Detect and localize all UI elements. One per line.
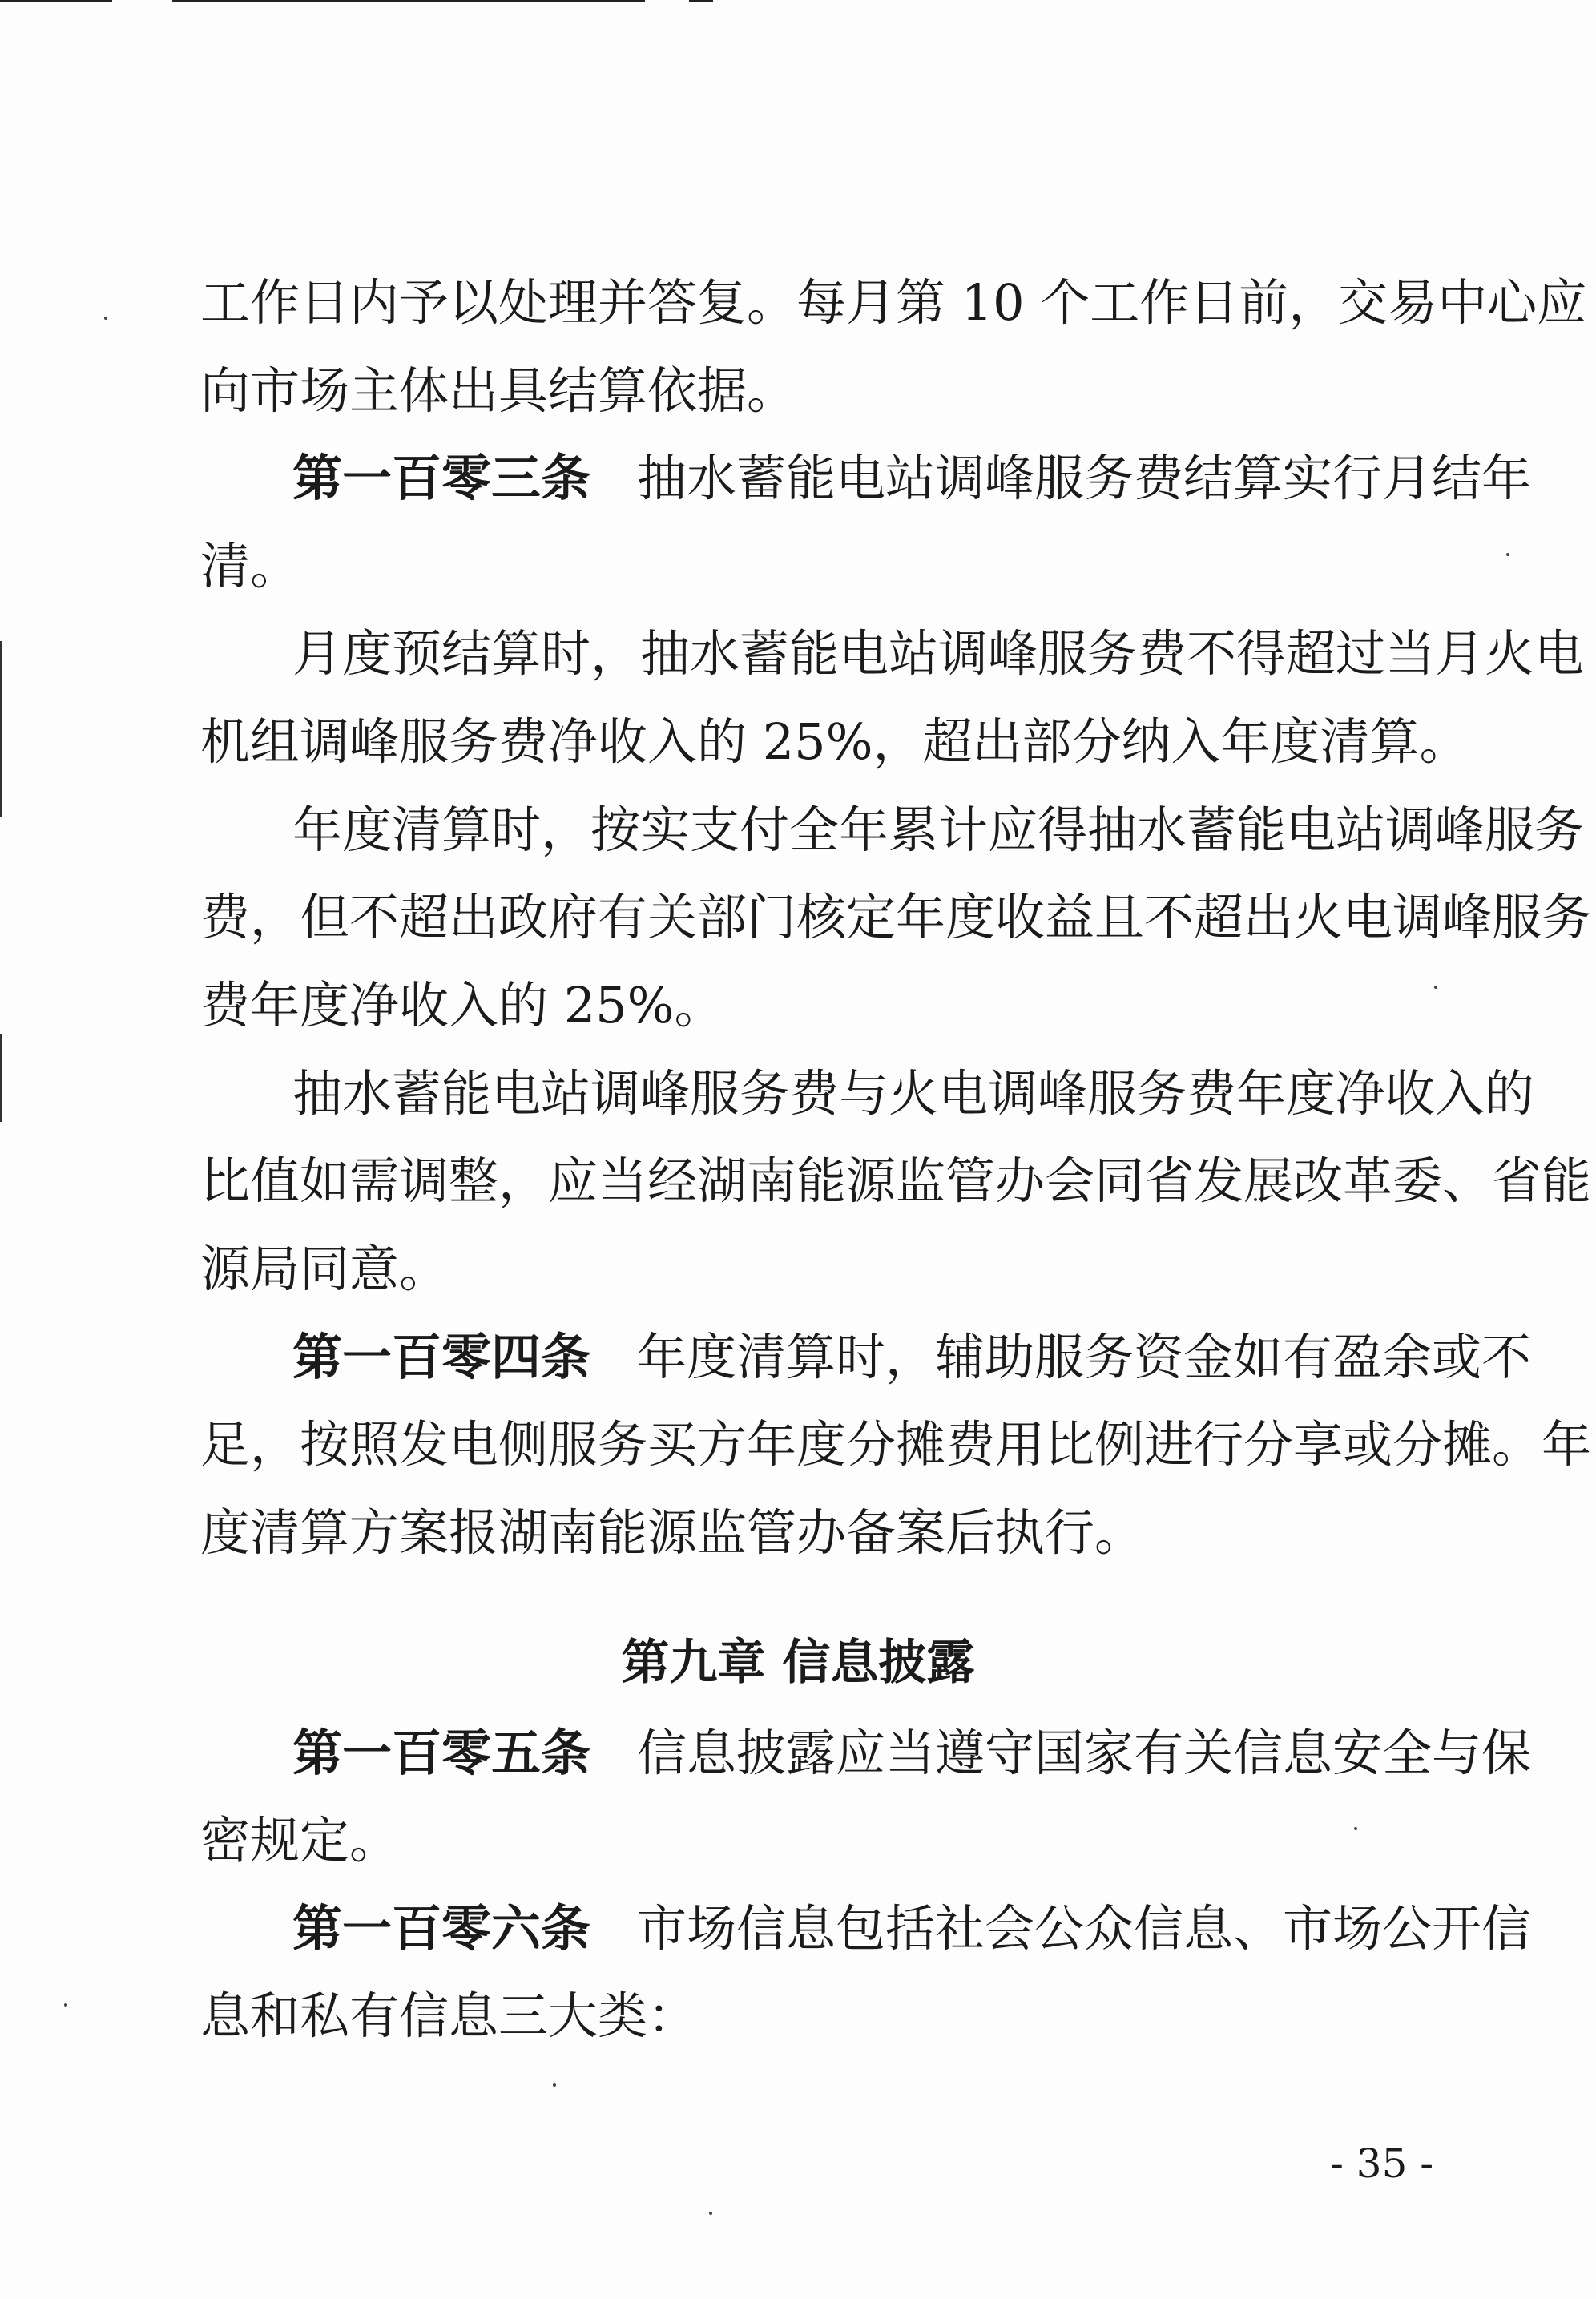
body-text-line: 向市场主体出具结算依据。 bbox=[200, 361, 797, 420]
scan-speck bbox=[104, 317, 107, 320]
article-number: 第一百零五条 bbox=[292, 1724, 591, 1782]
article-text: 信息披露应当遵守国家有关信息安全与保 bbox=[637, 1724, 1532, 1782]
chapter-title: 第九章 信息披露 bbox=[621, 1635, 975, 1691]
body-text-line: 机组调峰服务费净收入的 25%，超出部分纳入年度清算。 bbox=[200, 712, 1469, 771]
scan-speck bbox=[709, 2212, 712, 2215]
scan-margin-mark bbox=[0, 641, 2, 817]
scan-edge-mark bbox=[0, 0, 112, 2]
body-text-line: 费年度净收入的 25%。 bbox=[200, 976, 724, 1035]
body-text-line: 比值如需调整，应当经湖南能源监管办会同省发展改革委、省能 bbox=[200, 1152, 1592, 1210]
article-number: 第一百零六条 bbox=[292, 1899, 591, 1958]
body-text-line: 年度清算时，按实支付全年累计应得抽水蓄能电站调峰服务 bbox=[292, 801, 1585, 859]
article-line bbox=[292, 1721, 1532, 1785]
scan-speck bbox=[553, 2083, 556, 2087]
article-number: 第一百零四条 bbox=[292, 1328, 591, 1386]
body-text-line: 抽水蓄能电站调峰服务费与火电调峰服务费年度净收入的 bbox=[292, 1064, 1535, 1123]
article-line bbox=[292, 1897, 1532, 1961]
body-text-line: 度清算方案报湖南能源监管办备案后执行。 bbox=[200, 1503, 1145, 1562]
page-number: - 35 - bbox=[1330, 2140, 1434, 2187]
body-text-line: 足，按照发电侧服务买方年度分摊费用比例进行分享或分摊。年 bbox=[200, 1415, 1592, 1474]
article-text: 抽水蓄能电站调峰服务费结算实行月结年 bbox=[637, 449, 1532, 507]
scan-margin-mark bbox=[0, 1034, 2, 1122]
body-text-line: 息和私有信息三大类： bbox=[200, 1986, 698, 2045]
article-line bbox=[292, 1325, 1532, 1389]
article-line bbox=[292, 446, 1532, 510]
article-number: 第一百零三条 bbox=[292, 449, 591, 507]
scan-speck bbox=[64, 2003, 67, 2007]
article-text: 年度清算时，辅助服务资金如有盈余或不 bbox=[637, 1328, 1532, 1386]
scan-edge-mark bbox=[172, 0, 645, 2]
body-text-line: 费，但不超出政府有关部门核定年度收益且不超出火电调峰服务 bbox=[200, 888, 1592, 946]
article-text: 市场信息包括社会公众信息、市场公开信 bbox=[637, 1899, 1532, 1958]
body-text-line: 月度预结算时，抽水蓄能电站调峰服务费不得超过当月火电 bbox=[292, 624, 1585, 683]
body-text-line: 工作日内予以处理并答复。每月第 10 个工作日前，交易中心应 bbox=[200, 273, 1587, 332]
scan-speck bbox=[1506, 553, 1509, 556]
scan-edge-mark bbox=[689, 0, 713, 2]
body-text-line: 源局同意。 bbox=[200, 1240, 449, 1298]
body-text-line: 清。 bbox=[200, 537, 300, 595]
body-text-line: 密规定。 bbox=[200, 1811, 400, 1869]
